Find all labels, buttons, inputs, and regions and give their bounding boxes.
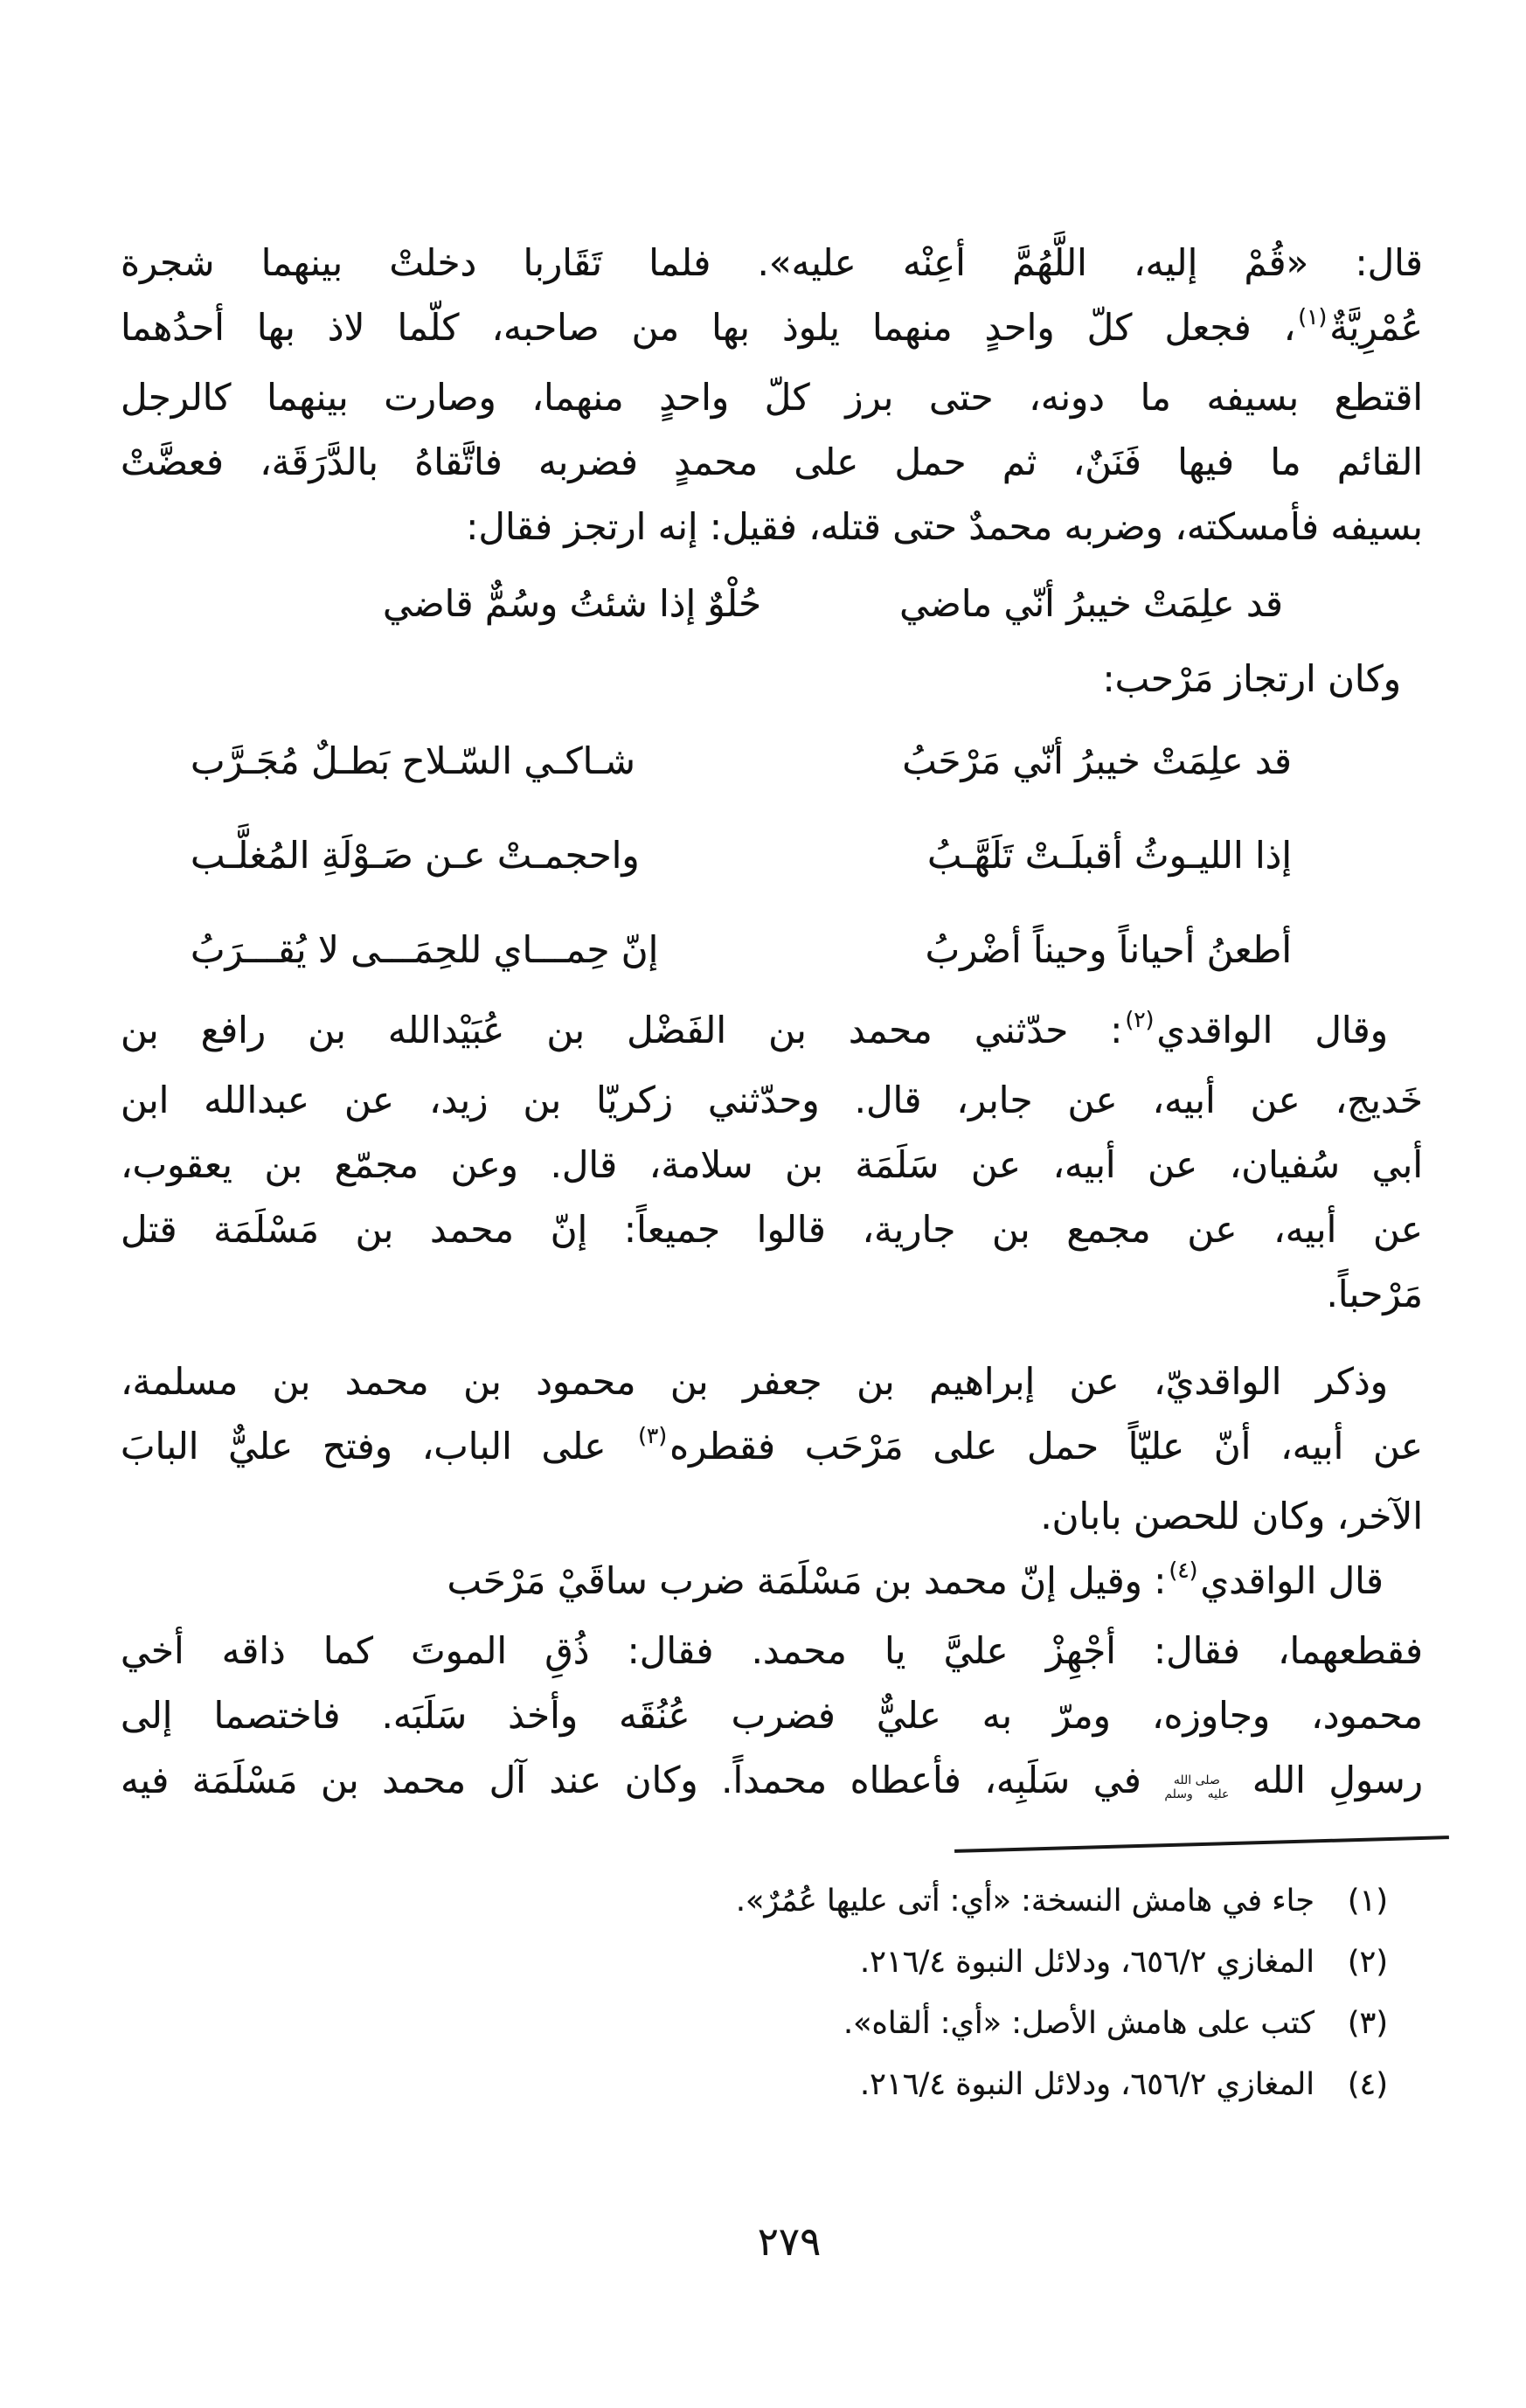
text-line xyxy=(121,1350,1423,1414)
prose-paragraph xyxy=(121,1549,1423,1813)
text-line xyxy=(121,1068,1423,1133)
hemistich-left: حُلْوٌ إذا شئتُ وسُمٌّ قاضي xyxy=(383,582,762,625)
text-line xyxy=(121,231,1423,295)
footnote-ref: (٣) xyxy=(638,1423,668,1448)
text-line xyxy=(121,998,1423,1068)
verse-line xyxy=(191,729,1292,794)
text-run: : حدّثني محمد بن الفَضْل بن عُبَيْدالله بن رافع بن xyxy=(121,1009,1123,1051)
text-run: قال الواقدي xyxy=(1200,1559,1384,1602)
text-line xyxy=(121,495,1423,559)
salawat-icon: صلى الله عليه وسلم xyxy=(1164,1773,1230,1801)
text-line xyxy=(121,1262,1423,1327)
footnote-item xyxy=(121,1932,1388,1993)
text-line xyxy=(121,1414,1423,1484)
hemistich-right: قد علِمَتْ خيبرُ أنّي مَرْحَبُ xyxy=(902,739,1292,782)
page-number: ٢٧٩ xyxy=(757,2218,822,2265)
verse-line xyxy=(191,823,1292,888)
hemistich-right: قد علِمَتْ خيبرُ أنّي ماضي xyxy=(899,582,1283,625)
text-run: فقطعهما، فقال: أجْهِزْ عليَّ يا محمد. فقال: ذُقِ الموتَ كما ذاقه أخي xyxy=(121,1629,1423,1672)
footnote-ref: (٤) xyxy=(1169,1558,1198,1583)
text-run: الآخر، وكان للحصن بابان. xyxy=(1040,1495,1423,1537)
footnote-separator-rule xyxy=(954,1835,1449,1853)
text-line xyxy=(121,1748,1423,1813)
hemistich-left: شـاكـي السّـلاح بَطـلٌ مُجَـرَّب xyxy=(191,739,635,782)
footnote-text: المغازي ٦٥٦/٢، ودلائل النبوة ٢١٦/٤. xyxy=(859,1945,1314,1980)
text-line xyxy=(121,1197,1423,1262)
prose-paragraph xyxy=(121,998,1423,1327)
hemistich-left: واحجمـتْ عـن صَـوْلَةِ المُغلَّـب xyxy=(191,834,640,877)
text-run: : وقيل إنّ محمد بن مَسْلَمَة ضرب ساقَيْ مَرْحَب xyxy=(447,1559,1167,1602)
verse-block xyxy=(383,572,1283,636)
text-line xyxy=(121,647,1423,711)
text-line xyxy=(121,365,1423,430)
text-run: خَديج، عن أبيه، عن جابر، قال. وحدّثني زكريّا بن زيد، عن عبدالله ابن xyxy=(121,1079,1423,1121)
text-run: عن أبيه، عن مجمع بن جارية، قالوا جميعاً: إنّ محمد بن مَسْلَمَة قتل xyxy=(121,1208,1423,1251)
prose-paragraph xyxy=(121,1350,1423,1549)
text-line xyxy=(121,1549,1423,1619)
text-run: ، فجعل كلّ واحدٍ منهما يلوذ بها من صاحبه، كلّما لاذ بها أحدُهما xyxy=(121,306,1296,349)
text-run: أبي سُفيان، عن أبيه، عن سَلَمَة بن سلامة، قال. وعن مجمّع بن يعقوب، xyxy=(121,1143,1423,1186)
text-run: محمود، وجاوزه، ومرّ به عليٌّ فضرب عُنُقَه وأخذ سَلَبَه. فاختصما إلى xyxy=(121,1694,1423,1737)
text-run: على الباب، وفتح عليٌّ البابَ xyxy=(121,1425,636,1468)
text-run: مَرْحباً. xyxy=(1326,1273,1423,1315)
text-run: بسيفه فأمسكته، وضربه محمدٌ حتى قتله، فقيل: إنه ارتجز فقال: xyxy=(466,505,1423,548)
text-line xyxy=(121,1133,1423,1197)
text-line xyxy=(121,1619,1423,1683)
hemistich-left: إنّ حِمـــاي للحِمَـــى لا يُقـــرَبُ xyxy=(191,928,659,971)
text-line xyxy=(121,1683,1423,1748)
footnote-ref: (١) xyxy=(1298,304,1328,330)
footnote-number: (٤) xyxy=(1347,2067,1388,2102)
prose-paragraph xyxy=(121,647,1423,711)
text-run: في سَلَبِه، فأعطاه محمداً. وكان عند آل محمد بن مَسْلَمَة فيه xyxy=(121,1759,1165,1801)
text-run: القائم ما فيها فَنَنٌ، ثم حمل على محمدٍ فضربه فاتَّقاهُ بالدَّرَقَة، فعضَّتْ xyxy=(121,441,1423,483)
footnote-item xyxy=(121,2054,1388,2115)
text-run: قال: «قُمْ إليه، اللَّهُمَّ أعِنْه عليه». فلما تَقَاربا دخلتْ بينهما شجرة xyxy=(121,241,1423,284)
text-run: رسولِ الله xyxy=(1229,1759,1424,1801)
hemistich-right: أطعنُ أحياناً وحيناً أضْربُ xyxy=(925,928,1292,971)
text-line xyxy=(121,1484,1423,1549)
footnote-ref: (٢) xyxy=(1125,1007,1155,1032)
text-line xyxy=(121,295,1423,365)
footnotes-section xyxy=(121,1870,1388,2115)
prose-paragraph xyxy=(121,231,1423,559)
hemistich-right: إذا الليـوثُ أقبلَـتْ تَلَهَّـبُ xyxy=(926,834,1292,877)
footnote-text: كتب على هامش الأصل: «أي: ألقاه». xyxy=(843,2006,1314,2041)
text-run: وكان ارتجاز مَرْحب: xyxy=(1102,657,1401,700)
text-run: اقتطع بسيفه ما دونه، حتى برز كلّ واحدٍ منهما، وصارت بينهما كالرجل xyxy=(121,376,1423,419)
text-line xyxy=(121,430,1423,495)
footnote-text: جاء في هامش النسخة: «أي: أتى عليها عُمُرٌ». xyxy=(735,1884,1314,1919)
verse-line xyxy=(383,572,1283,636)
text-run: وذكر الواقديّ، عن إبراهيم بن جعفر بن محمود بن محمد بن مسلمة، xyxy=(121,1360,1388,1403)
footnote-number: (٣) xyxy=(1347,2006,1388,2041)
main-text xyxy=(121,231,1423,1813)
text-run: وقال الواقدي xyxy=(1156,1009,1388,1051)
verse-line xyxy=(191,918,1292,982)
text-run: عُمْرِيَّةٌ xyxy=(1329,306,1423,349)
footnote-number: (٢) xyxy=(1347,1945,1388,1980)
text-run: عن أبيه، أنّ عليّاً حمل على مَرْحَب فقطره xyxy=(669,1425,1423,1468)
footnote-text: المغازي ٦٥٦/٢، ودلائل النبوة ٢١٦/٤. xyxy=(859,2067,1314,2102)
footnote-item xyxy=(121,1870,1388,1932)
footnote-item xyxy=(121,1993,1388,2054)
verse-block xyxy=(191,729,1292,982)
footnote-number: (١) xyxy=(1347,1884,1388,1919)
